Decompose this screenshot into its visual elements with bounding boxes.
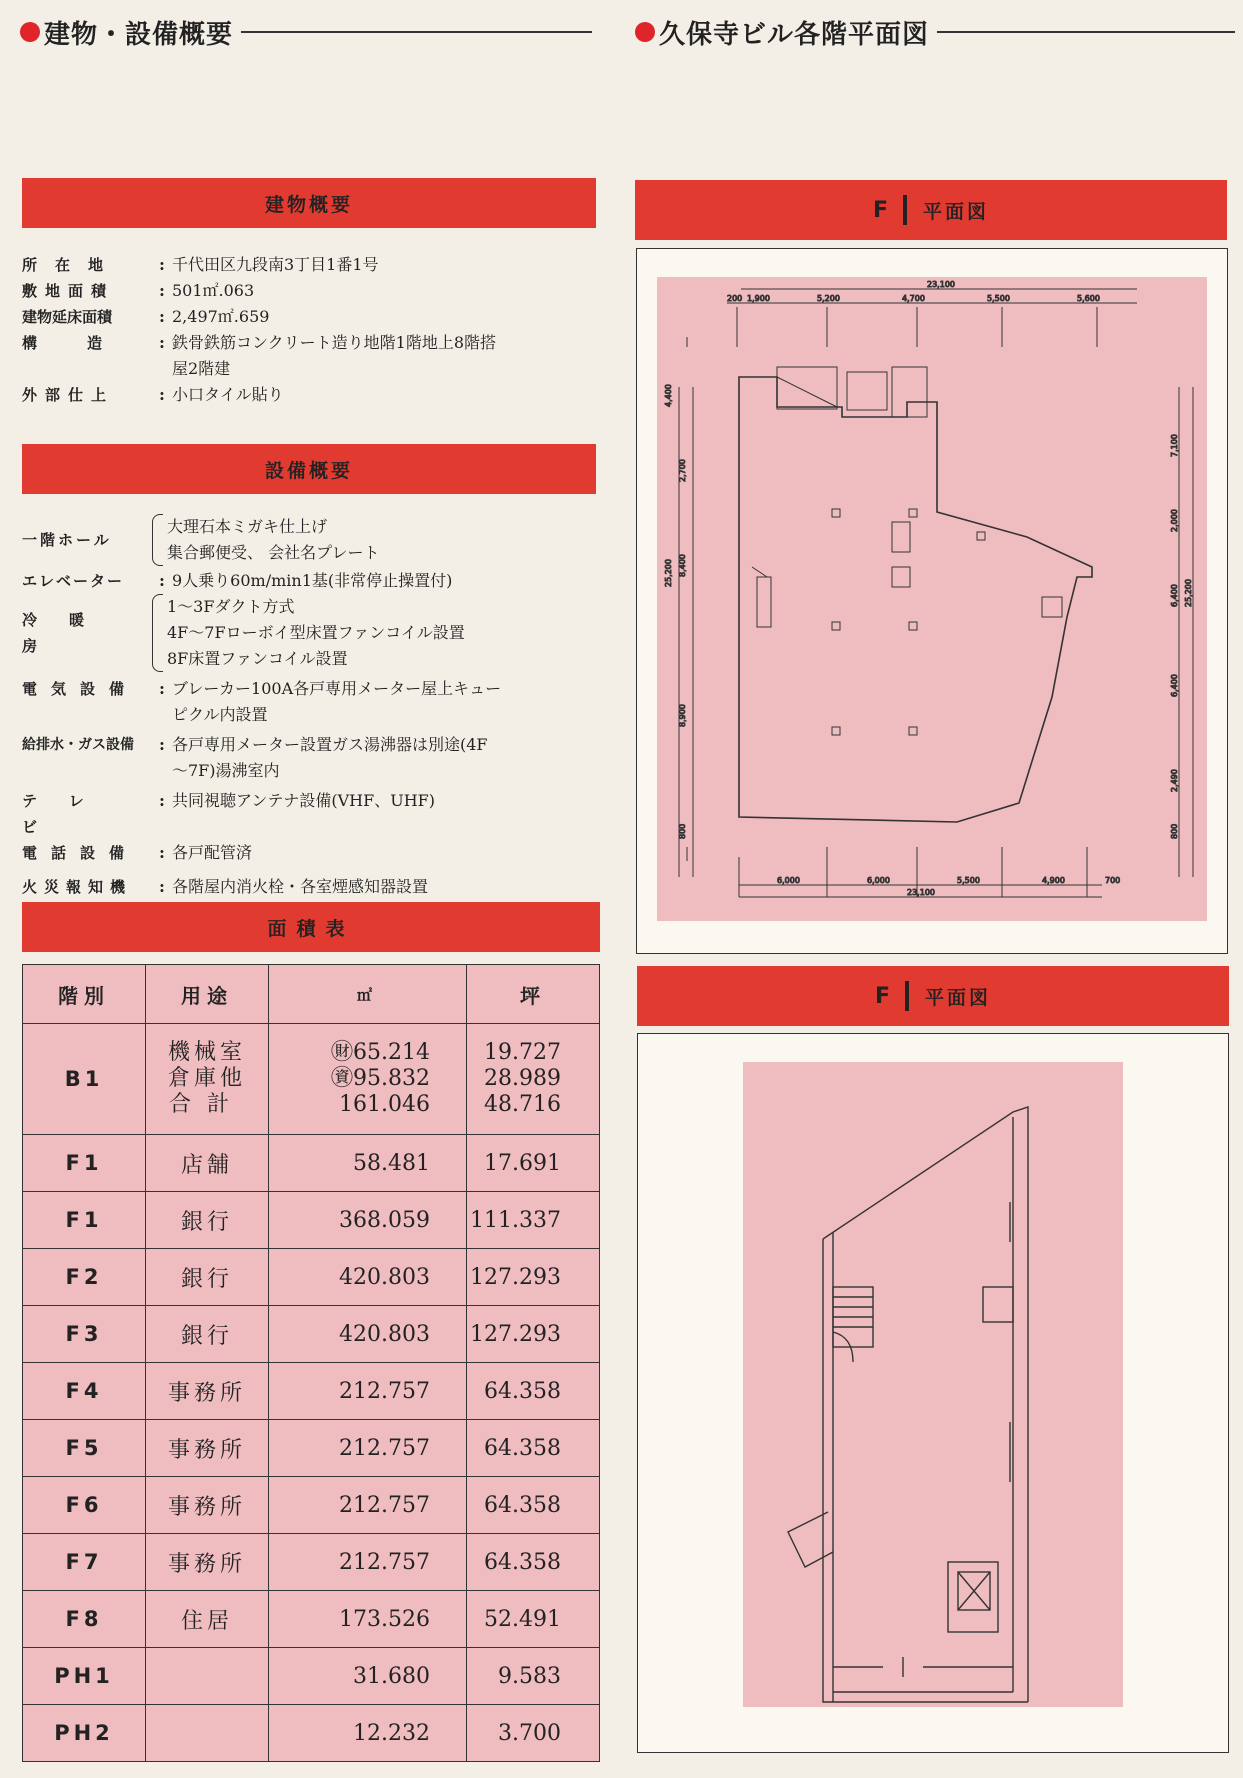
table-row [23, 1591, 600, 1648]
plan1-title-divider [903, 195, 907, 225]
use-cell: 事務所 [146, 1477, 269, 1534]
dim-text: 25,200 [1184, 579, 1193, 607]
spec-row: 建物延床面積 : 2,497㎡.659 [22, 304, 602, 330]
floor-cell: F1 [23, 1192, 146, 1249]
spec-label: 建物延床面積 [22, 308, 113, 326]
use-cell [146, 1705, 269, 1762]
floor-cell: F1 [23, 1135, 146, 1192]
tsubo-cell: 19.727 28.989 48.716 [467, 1024, 600, 1135]
floor-cell: F4 [23, 1363, 146, 1420]
m2-cell: 212.757 [269, 1363, 467, 1420]
spec-row: 冷暖房 1〜3Fダクト方式 4F〜7Fローボイ型床置ファンコイル設置 8F床置ファンコイル設置 [22, 594, 602, 672]
m2-cell: 212.757 [269, 1420, 467, 1477]
dim-text: 23,100 [927, 280, 955, 289]
use-cell: 銀行 [146, 1192, 269, 1249]
dim-text: 23,100 [907, 888, 935, 897]
brace-icon [152, 514, 163, 566]
dim-text: 5,500 [957, 876, 980, 885]
plan1-floor-label: F [872, 197, 891, 223]
table-row [23, 1135, 600, 1192]
dim-text: 8,400 [678, 554, 687, 577]
use-cell: 銀行 [146, 1249, 269, 1306]
spec-value: 千代田区九段南3丁目1番1号 [172, 255, 379, 274]
equipment-overview-bar: 設備概要 [22, 444, 596, 494]
table-header-row [23, 965, 600, 1024]
m2-cell: 212.757 [269, 1477, 467, 1534]
m2-cell: 173.526 [269, 1591, 467, 1648]
plan2-floor-label: F [874, 983, 893, 1009]
header-rule [241, 31, 592, 33]
dim-text: 5,500 [987, 294, 1010, 303]
m2-cell: 420.803 [269, 1306, 467, 1363]
spec-row: 敷地面積 : 501㎡.063 [22, 278, 602, 304]
floor-cell: B1 [23, 1024, 146, 1135]
header-tsubo: 坪 [467, 965, 600, 1024]
area-table-bar: 面積表 [22, 902, 600, 952]
dim-text: 25,200 [664, 559, 673, 587]
use-cell: 銀行 [146, 1306, 269, 1363]
header-use: 用途 [146, 965, 269, 1024]
table-row [23, 1306, 600, 1363]
table-row [23, 1363, 600, 1420]
left-header-title: 建物・設備概要 [44, 19, 234, 50]
use-cell: 店舗 [146, 1135, 269, 1192]
plan2-floor-plan-drawing [743, 1062, 1123, 1707]
floor-cell: F6 [23, 1477, 146, 1534]
tsubo-cell: 3.700 [467, 1705, 600, 1762]
spec-label: 敷地面積 [22, 282, 115, 300]
header-floor: 階別 [23, 965, 146, 1024]
plan2-pink-sheet [743, 1062, 1123, 1707]
floor-cell: F2 [23, 1249, 146, 1306]
dim-text: 6,400 [1170, 584, 1179, 607]
building-spec-list [22, 252, 602, 408]
tsubo-cell: 64.358 [467, 1477, 600, 1534]
dim-text: 2,490 [1170, 769, 1179, 792]
equipment-spec-list [22, 514, 602, 900]
spec-label: 電気設備 [22, 680, 139, 698]
tsubo-cell: 64.358 [467, 1534, 600, 1591]
dim-text: 6,000 [867, 876, 890, 885]
plan1-title-bar [635, 180, 1227, 240]
dim-text: 200 [727, 294, 743, 303]
spec-value: ブレーカー100A各戸専用メーター屋上キュー ピクル内設置 [172, 679, 502, 724]
spec-value: 各戸専用メーター設置ガス湯沸器は別途(4F 〜7F)湯沸室内 [172, 735, 488, 780]
spec-label: 給排水・ガス設備 [22, 737, 134, 753]
spec-value: 2,497㎡.659 [172, 307, 270, 326]
spec-row: 外部仕上 : 小口タイル貼り [22, 382, 602, 408]
tsubo-cell: 127.293 [467, 1249, 600, 1306]
floor-cell: F8 [23, 1591, 146, 1648]
spec-row: 給排水・ガス設備 : 各戸専用メーター設置ガス湯沸器は別途(4F 〜7F)湯沸室内 [22, 732, 602, 784]
red-bullet-icon [635, 22, 655, 42]
tsubo-cell: 64.358 [467, 1420, 600, 1477]
m2-cell: 368.059 [269, 1192, 467, 1249]
plan1-frame [636, 248, 1228, 954]
spec-label: エレベーター [22, 572, 125, 590]
table-row [23, 1534, 600, 1591]
spec-row: 一階ホール 大理石本ミガキ仕上げ 集合郵便受、 会社名プレート [22, 514, 602, 566]
spec-value: 鉄骨鉄筋コンクリート造り地階1階地上8階搭 屋2階建 [172, 333, 497, 378]
table-row [23, 1648, 600, 1705]
spec-row: 構造 : 鉄骨鉄筋コンクリート造り地階1階地上8階搭 屋2階建 [22, 330, 602, 382]
dim-text: 6,400 [1170, 674, 1179, 697]
dim-text: 4,900 [1042, 876, 1065, 885]
table-row [23, 1420, 600, 1477]
m2-cell: 58.481 [269, 1135, 467, 1192]
tsubo-cell: 127.293 [467, 1306, 600, 1363]
spec-label: 電話設備 [22, 844, 139, 862]
spec-row: エレベーター : 9人乗り60m/min1基(非常停止操置付) [22, 568, 602, 594]
plan2-frame [637, 1033, 1229, 1753]
spec-label: 火災報知機 [22, 878, 133, 896]
left-section-header [20, 14, 592, 50]
table-row [23, 1477, 600, 1534]
dim-text: 4,700 [902, 294, 925, 303]
tsubo-cell: 111.337 [467, 1192, 600, 1249]
table-row [23, 1249, 600, 1306]
right-section-header [635, 14, 1235, 50]
dim-text: 2,000 [1170, 509, 1179, 532]
m2-cell: ㊖65.214 ㊮95.832 161.046 [269, 1024, 467, 1135]
spec-value: 共同視聴アンテナ設備(VHF、UHF) [172, 791, 435, 810]
spec-row: 所在地 : 千代田区九段南3丁目1番1号 [22, 252, 602, 278]
m2-cell: 212.757 [269, 1534, 467, 1591]
dim-text: 1,900 [747, 294, 770, 303]
dim-text: 700 [1105, 876, 1121, 885]
spec-row: テレビ : 共同視聴アンテナ設備(VHF、UHF) [22, 788, 602, 840]
m2-cell: 420.803 [269, 1249, 467, 1306]
spec-label: 一階ホール [22, 531, 112, 549]
use-cell: 住居 [146, 1591, 269, 1648]
dim-text: 5,200 [817, 294, 840, 303]
spec-row: 火災報知機 : 各階屋内消火栓・各室煙感知器設置 [22, 874, 602, 900]
floor-cell: F7 [23, 1534, 146, 1591]
spec-label: 所在地 [22, 256, 122, 274]
spec-label: 冷暖房 [22, 611, 117, 655]
red-bullet-icon [20, 22, 40, 42]
spec-value: 各階屋内消火栓・各室煙感知器設置 [172, 877, 429, 896]
dim-text: 5,600 [1077, 294, 1100, 303]
building-overview-bar: 建物概要 [22, 178, 596, 228]
spec-value: 501㎡.063 [172, 281, 255, 300]
right-header-title: 久保寺ビル各階平面図 [659, 19, 930, 50]
plan1-floor-plan-drawing [657, 277, 1207, 921]
plan1-pink-sheet [657, 277, 1207, 921]
spec-row: 電話設備 : 各戸配管済 [22, 840, 602, 866]
plan2-title-divider [905, 981, 909, 1011]
area-table [22, 964, 600, 1762]
floor-cell: F3 [23, 1306, 146, 1363]
header-rule [937, 31, 1235, 33]
spec-value: 9人乗り60m/min1基(非常停止操置付) [172, 571, 453, 590]
spec-label: 構造 [22, 334, 153, 352]
spec-value: 各戸配管済 [172, 843, 253, 862]
use-cell [146, 1648, 269, 1705]
spec-row: 電気設備 : ブレーカー100A各戸専用メーター屋上キュー ピクル内設置 [22, 676, 602, 728]
use-cell: 事務所 [146, 1534, 269, 1591]
brace-icon [152, 594, 163, 672]
dim-text: 2,700 [678, 459, 687, 482]
table-row [23, 1024, 600, 1135]
plan1-title: 平面図 [923, 200, 990, 223]
m2-cell: 12.232 [269, 1705, 467, 1762]
dim-text: 7,100 [1170, 434, 1179, 457]
plan2-title: 平面図 [925, 986, 992, 1009]
dim-text: 800 [678, 823, 687, 839]
dim-text: 4,400 [664, 384, 673, 407]
tsubo-cell: 64.358 [467, 1363, 600, 1420]
table-row [23, 1192, 600, 1249]
floor-cell: F5 [23, 1420, 146, 1477]
dim-text: 8,900 [678, 704, 687, 727]
use-cell: 事務所 [146, 1363, 269, 1420]
use-cell: 事務所 [146, 1420, 269, 1477]
table-body [23, 1135, 600, 1762]
floor-cell: PH1 [23, 1648, 146, 1705]
use-cell: 機械室 倉庫他 合計 [146, 1024, 269, 1135]
tsubo-cell: 17.691 [467, 1135, 600, 1192]
header-m2: ㎡ [269, 965, 467, 1024]
dim-text: 800 [1170, 823, 1179, 839]
tsubo-cell: 52.491 [467, 1591, 600, 1648]
dim-text: 6,000 [777, 876, 800, 885]
m2-cell: 31.680 [269, 1648, 467, 1705]
tsubo-cell: 9.583 [467, 1648, 600, 1705]
floor-cell: PH2 [23, 1705, 146, 1762]
table-row [23, 1705, 600, 1762]
spec-value: 小口タイル貼り [172, 385, 284, 404]
spec-label: 外部仕上 [22, 386, 115, 404]
spec-label: テレビ [22, 792, 116, 836]
plan2-title-bar [637, 966, 1229, 1026]
